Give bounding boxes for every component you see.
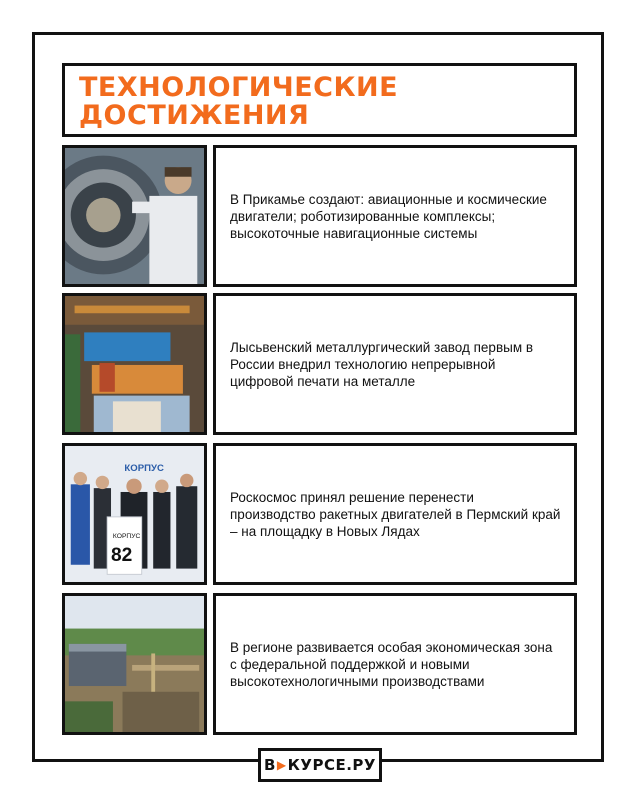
industrial-zone-photo: [62, 593, 207, 735]
logo-left: В: [263, 756, 276, 774]
item-text-box: [213, 145, 577, 287]
backdrop-label: КОРПУС: [124, 462, 164, 474]
item-text-box: [213, 443, 577, 585]
item-text-box: [213, 593, 577, 735]
list-item: [62, 593, 577, 735]
list-item: [62, 293, 577, 435]
item-text: Лысьвенский металлургический завод первым в России внедрил технологию непрерывной цифровой печати на металле: [230, 339, 534, 389]
sign-top-label: КОРПУС: [112, 532, 141, 540]
list-item: [62, 145, 577, 287]
metal-print-photo: [62, 293, 207, 435]
ceremony-photo: [62, 443, 207, 585]
title-line-2: ДОСТИЖЕНИЯ: [79, 100, 310, 131]
item-text: Роскосмос принял решение перенести производство ракетных двигателей в Пермский край – на площадку в Новых Лядах: [230, 489, 561, 539]
list-item: [62, 443, 577, 585]
play-arrow-icon: ▶: [276, 758, 287, 772]
logo-right: КУРСЕ.РУ: [287, 756, 376, 774]
item-text: В регионе развивается особая экономическая зона с федеральной поддержкой и новыми высокотехнологичными производствами: [230, 639, 553, 689]
title-line-1: ТЕХНОЛОГИЧЕСКИЕ: [79, 72, 399, 103]
item-text: В Прикамье создают: авиационные и космические двигатели; роботизированные комплексы; высокоточные навигационные системы: [230, 191, 547, 241]
title-box: [62, 63, 577, 137]
engine-photo: [62, 145, 207, 287]
sign-number: 82: [111, 544, 133, 566]
item-text-box: [213, 293, 577, 435]
brand-logo: [258, 748, 382, 782]
